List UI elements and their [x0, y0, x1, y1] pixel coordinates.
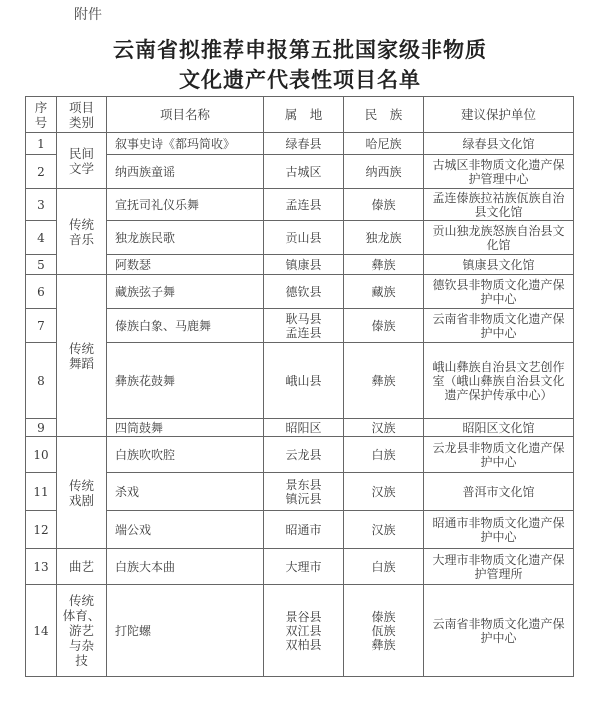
project-name-cell: 打陀螺 — [107, 585, 264, 677]
place-cell: 绿春县 — [264, 133, 344, 155]
place-cell: 耿马县 孟连县 — [264, 309, 344, 343]
ethnicity-cell: 哈尼族 — [344, 133, 424, 155]
table-row — [26, 473, 574, 511]
protection-unit-cell: 贡山独龙族怒族自治县文化馆 — [424, 221, 574, 255]
ethnicity-cell: 汉族 — [344, 511, 424, 549]
row-no: 11 — [26, 473, 57, 511]
project-name-cell: 四筒鼓舞 — [107, 419, 264, 437]
document-title-line-2: 文化遗产代表性项目名单 — [179, 67, 421, 92]
category-cell: 民间 文学 — [57, 133, 107, 189]
table-row — [26, 133, 574, 155]
ethnicity-cell: 汉族 — [344, 473, 424, 511]
project-name-cell: 纳西族童谣 — [107, 155, 264, 189]
table-row — [26, 155, 574, 189]
protection-unit-cell: 云南省非物质文化遗产保护中心 — [424, 309, 574, 343]
place-cell: 贡山县 — [264, 221, 344, 255]
project-name-cell: 宣抚司礼仪乐舞 — [107, 189, 264, 221]
table-row — [26, 255, 574, 275]
ethnicity-cell: 白族 — [344, 437, 424, 473]
place-cell: 德钦县 — [264, 275, 344, 309]
col-header-protection-unit: 建议保护单位 — [424, 97, 574, 133]
project-list-table — [25, 96, 574, 677]
table-row — [26, 437, 574, 473]
project-name-cell: 藏族弦子舞 — [107, 275, 264, 309]
table-row — [26, 221, 574, 255]
ethnicity-cell: 藏族 — [344, 275, 424, 309]
table-row — [26, 419, 574, 437]
table-header-row — [26, 97, 574, 133]
place-cell: 古城区 — [264, 155, 344, 189]
col-header-place: 属 地 — [264, 97, 344, 133]
protection-unit-cell: 昭通市非物质文化遗产保护中心 — [424, 511, 574, 549]
row-no: 4 — [26, 221, 57, 255]
project-name-cell: 白族吹吹腔 — [107, 437, 264, 473]
place-cell: 大理市 — [264, 549, 344, 585]
row-no: 3 — [26, 189, 57, 221]
ethnicity-cell: 汉族 — [344, 419, 424, 437]
document-title-line-1: 云南省拟推荐申报第五批国家级非物质 — [113, 37, 487, 62]
table-row — [26, 189, 574, 221]
table-row — [26, 343, 574, 419]
ethnicity-cell: 傣族 — [344, 189, 424, 221]
protection-unit-cell: 大理市非物质文化遗产保护管理所 — [424, 549, 574, 585]
ethnicity-cell: 白族 — [344, 549, 424, 585]
project-name-cell: 傣族白象、马鹿舞 — [107, 309, 264, 343]
table-row — [26, 309, 574, 343]
project-name-cell: 杀戏 — [107, 473, 264, 511]
protection-unit-cell: 昭阳区文化馆 — [424, 419, 574, 437]
row-no: 1 — [26, 133, 57, 155]
ethnicity-cell: 彝族 — [344, 255, 424, 275]
col-header-no: 序 号 — [26, 97, 57, 133]
col-header-project-name: 项目名称 — [107, 97, 264, 133]
table-row — [26, 585, 574, 677]
protection-unit-cell: 峨山彝族自治县文艺创作室（峨山彝族自治县文化遗产保护传承中心） — [424, 343, 574, 419]
protection-unit-cell: 普洱市文化馆 — [424, 473, 574, 511]
row-no: 9 — [26, 419, 57, 437]
row-no: 2 — [26, 155, 57, 189]
place-cell: 孟连县 — [264, 189, 344, 221]
ethnicity-cell: 傣族 — [344, 309, 424, 343]
project-name-cell: 独龙族民歌 — [107, 221, 264, 255]
place-cell: 昭通市 — [264, 511, 344, 549]
protection-unit-cell: 云龙县非物质文化遗产保护中心 — [424, 437, 574, 473]
ethnicity-cell: 纳西族 — [344, 155, 424, 189]
row-no: 10 — [26, 437, 57, 473]
col-header-ethnicity: 民 族 — [344, 97, 424, 133]
place-cell: 昭阳区 — [264, 419, 344, 437]
row-no: 6 — [26, 275, 57, 309]
table-row — [26, 275, 574, 309]
place-cell: 景东县 镇沅县 — [264, 473, 344, 511]
project-name-cell: 叙事史诗《都玛简收》 — [107, 133, 264, 155]
ethnicity-cell: 彝族 — [344, 343, 424, 419]
row-no: 14 — [26, 585, 57, 677]
row-no: 8 — [26, 343, 57, 419]
table-row — [26, 511, 574, 549]
protection-unit-cell: 古城区非物质文化遗产保护管理中心 — [424, 155, 574, 189]
ethnicity-cell: 独龙族 — [344, 221, 424, 255]
place-cell: 镇康县 — [264, 255, 344, 275]
place-cell: 景谷县 双江县 双柏县 — [264, 585, 344, 677]
place-cell: 峨山县 — [264, 343, 344, 419]
protection-unit-cell: 绿春县文化馆 — [424, 133, 574, 155]
ethnicity-cell: 傣族 佤族 彝族 — [344, 585, 424, 677]
protection-unit-cell: 镇康县文化馆 — [424, 255, 574, 275]
protection-unit-cell: 德钦县非物质文化遗产保护中心 — [424, 275, 574, 309]
category-cell: 传统 体育、 游艺 与杂 技 — [57, 585, 107, 677]
project-name-cell: 彝族花鼓舞 — [107, 343, 264, 419]
table-row — [26, 549, 574, 585]
protection-unit-cell: 云南省非物质文化遗产保护中心 — [424, 585, 574, 677]
project-name-cell: 阿数瑟 — [107, 255, 264, 275]
row-no: 12 — [26, 511, 57, 549]
row-no: 13 — [26, 549, 57, 585]
attachment-label: 附件 — [74, 7, 102, 23]
row-no: 5 — [26, 255, 57, 275]
category-cell: 传统 舞蹈 — [57, 275, 107, 437]
category-cell: 传统 音乐 — [57, 189, 107, 275]
project-name-cell: 端公戏 — [107, 511, 264, 549]
row-no: 7 — [26, 309, 57, 343]
protection-unit-cell: 孟连傣族拉祜族佤族自治县文化馆 — [424, 189, 574, 221]
col-header-category: 项目 类别 — [57, 97, 107, 133]
place-cell: 云龙县 — [264, 437, 344, 473]
category-cell: 曲艺 — [57, 549, 107, 585]
project-name-cell: 白族大本曲 — [107, 549, 264, 585]
category-cell: 传统 戏剧 — [57, 437, 107, 549]
